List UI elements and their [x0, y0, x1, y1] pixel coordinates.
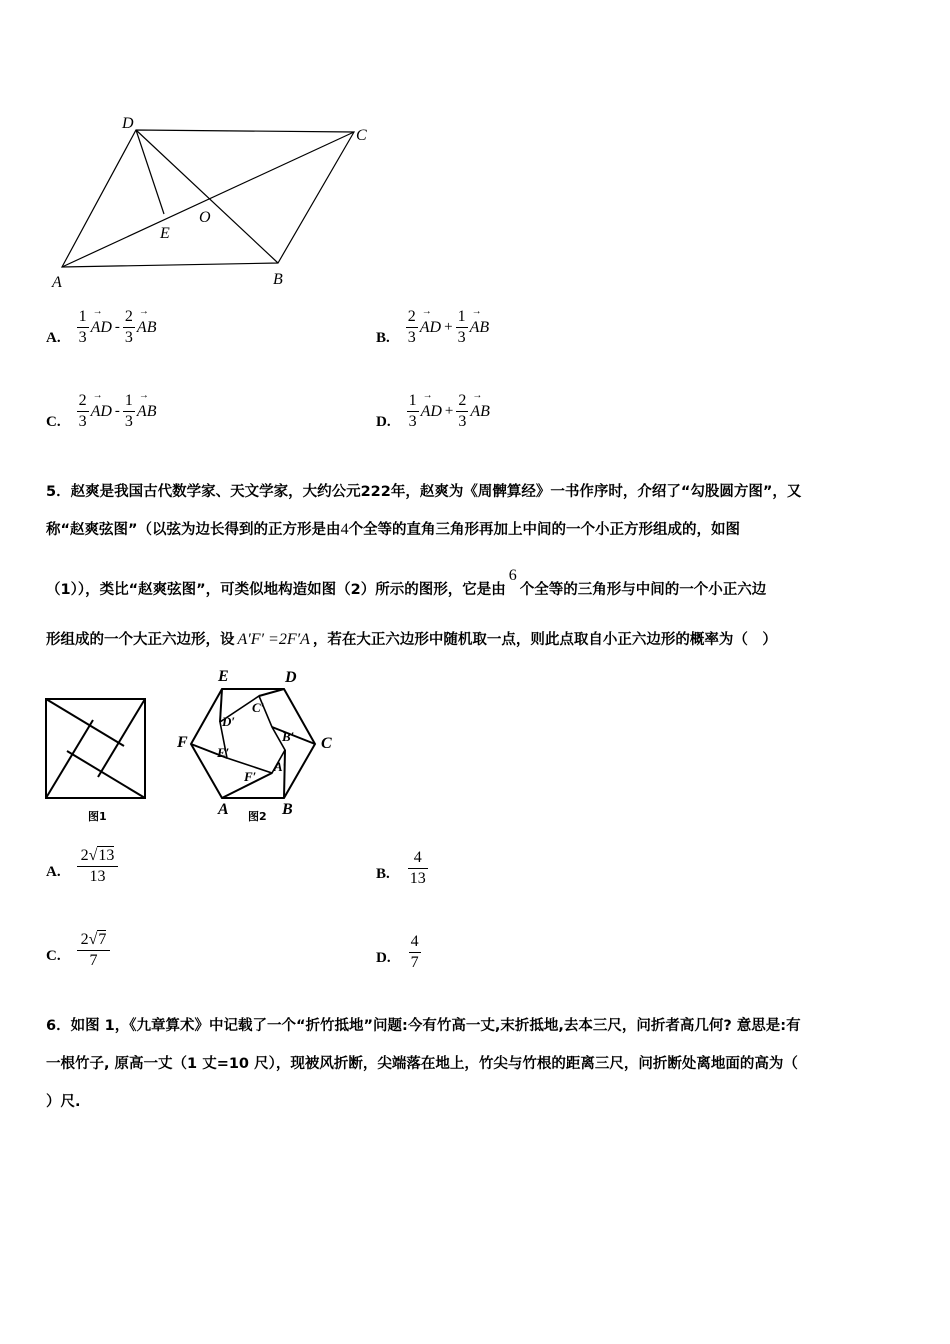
hex-label-f: F: [177, 734, 188, 751]
label-b: B: [273, 271, 283, 288]
label-c: C: [356, 127, 367, 144]
q5-line-3: （1）），类比“赵爽弦图”，可类似地构造如图（2）所示的图形，它是由6个全等的三角形与中间的一个小正六边: [46, 567, 767, 598]
zhaoshuang-figures: [40, 665, 340, 830]
q6-line-1: 6．如图 1，《九章算术》中记载了一个“折竹抵地”问题:今有竹高一丈,末折抵地,去本三尺，问折者高几何? 意思是:有: [46, 1018, 801, 1034]
q5-option-c[interactable]: C. $\frac{2√7}{7}$: [46, 932, 108, 969]
q4-option-d[interactable]: D. $\frac{1}{3}$ → AD + $\frac{2}{3}$ → AB: [376, 392, 490, 431]
label-d: D: [122, 115, 134, 132]
hex-label-a-prime: A′: [274, 759, 287, 774]
label-o: O: [199, 209, 211, 226]
hex-label-b: B: [282, 801, 293, 818]
q5-option-d[interactable]: D. $\frac{4}{7}$: [376, 933, 419, 971]
q5-line-4: 形组成的一个大正六边形，设 A′F′ =2F′A ，若在大正六边形中随机取一点，则此点取自小正六边形的概率为（ ）: [46, 631, 777, 648]
parallelogram-figure: [40, 110, 380, 295]
hex-label-e-prime: E′: [217, 745, 230, 760]
q6-line-3: ）尺.: [46, 1094, 81, 1110]
hex-label-c: C: [321, 735, 332, 752]
figure-1-square: [46, 699, 145, 798]
q5-line-2: 称“赵爽弦图”（以弦为边长得到的正方形是由4个全等的直角三角形再加上中间的一个小正方形组成的，如图: [46, 521, 741, 538]
label-a: A: [52, 274, 62, 291]
hex-label-d-prime: D′: [222, 714, 236, 729]
q5-option-a[interactable]: A. $\frac{2√13}{13}$: [46, 848, 116, 885]
diagonal-bd: [136, 130, 278, 263]
q5-option-b[interactable]: B. $\frac{4}{13}$: [376, 849, 426, 887]
q6-line-2: 一根竹子, 原高一丈（1 丈=10 尺），现被风折断，尖端落在地上，竹尖与竹根的距离三尺，问折断处离地面的高为（: [46, 1056, 798, 1072]
q4-option-c[interactable]: C. $\frac{2}{3}$ → AD - $\frac{1}{3}$ → AB: [46, 392, 156, 431]
hex-label-b-prime: B′: [282, 729, 295, 744]
hex-label-e: E: [218, 668, 229, 685]
figure-1-caption: 图1: [88, 810, 107, 823]
hex-label-f-prime: F′: [244, 769, 257, 784]
hex-label-a: A: [218, 801, 229, 818]
diagonal-ac: [62, 132, 354, 267]
q5-line-1: 5．赵爽是我国古代数学家、天文学家，大约公元222年，赵爽为《周髀算经》一书作序时，介绍了“勾股圆方图”，又: [46, 484, 802, 500]
q4-option-a[interactable]: A. $\frac{1}{3}$ → AD - $\frac{2}{3}$ → AB: [46, 308, 156, 347]
figure-2-caption: 图2: [248, 810, 267, 823]
hex-label-d: D: [285, 669, 297, 686]
label-e: E: [160, 225, 170, 242]
hex-label-c-prime: C′: [252, 700, 265, 715]
q4-option-b[interactable]: B. $\frac{2}{3}$ → AD + $\frac{1}{3}$ → AB: [376, 308, 489, 347]
